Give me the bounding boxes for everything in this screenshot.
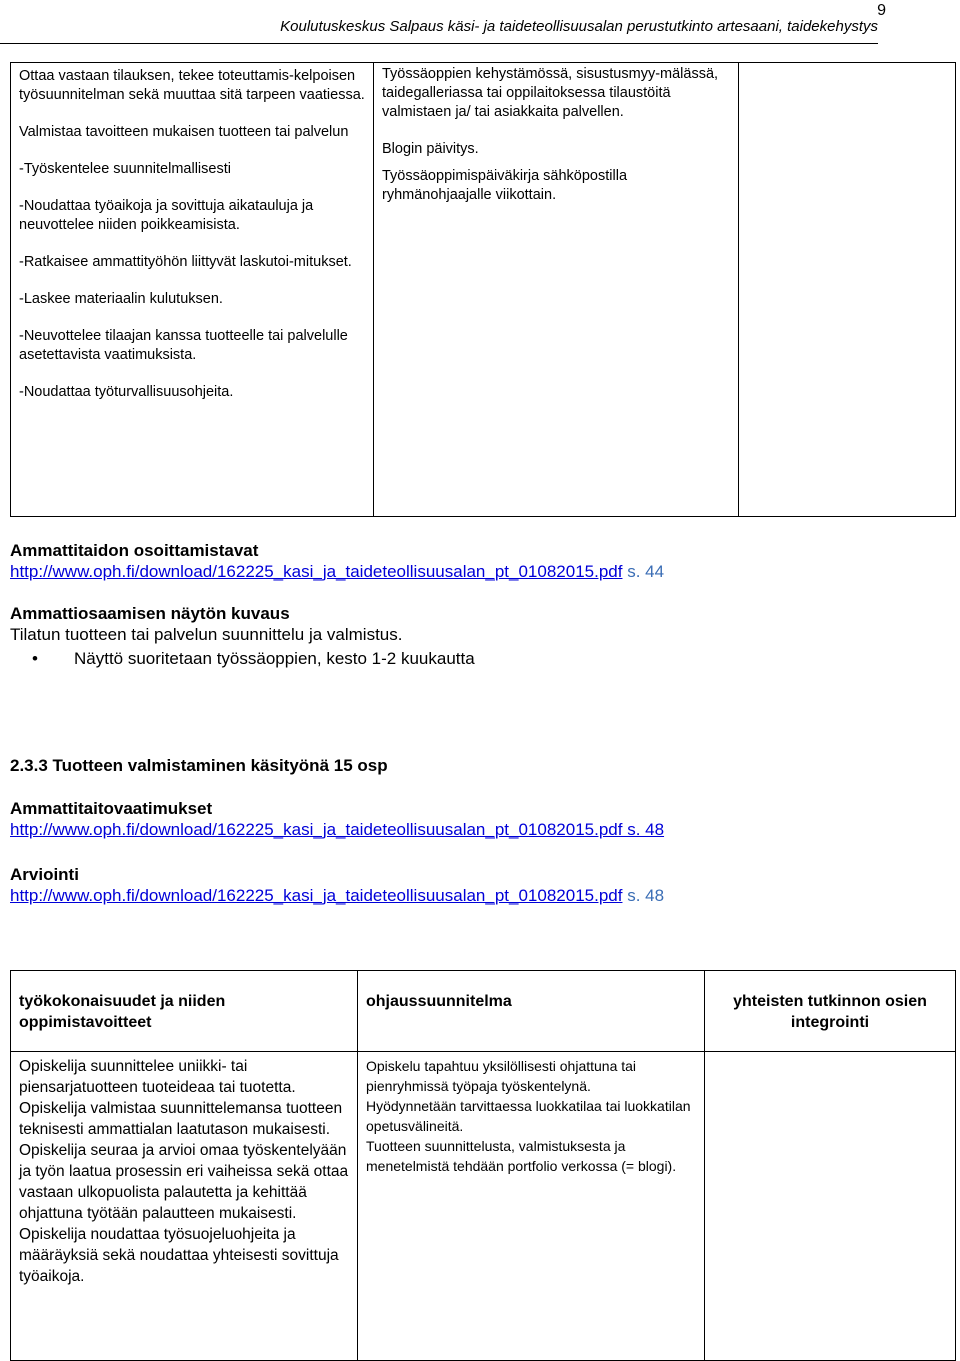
curriculum-table	[10, 970, 956, 1361]
demonstration-section	[10, 540, 664, 669]
work-tasks-table	[10, 62, 956, 517]
bullet-icon: •	[32, 649, 38, 668]
section-heading: Ammattitaidon osoittamistavat	[10, 541, 259, 560]
objective-line: Opiskelija suunnittelee uniikki- tai piensarjatuotteen tuoteideaa tai tuotetta.	[19, 1058, 296, 1096]
header-divider	[0, 43, 878, 44]
skill-paragraph: Ottaa vastaan tilauksen, tekee toteuttamis-kelpoisen työsuunnitelman sekä muuttaa sitä tarpeen vaatiessa.	[19, 68, 365, 103]
pdf-link[interactable]: http://www.oph.fi/download/162225_kasi_ja_taideteollisuusalan_pt_01082015.pdf	[10, 562, 623, 581]
guidance-cell	[358, 1052, 705, 1361]
bullet-item	[10, 648, 664, 669]
skills-cell	[11, 63, 374, 517]
page-reference: s. 48	[622, 886, 665, 905]
section-heading: Ammattitaitovaatimukset	[10, 799, 213, 818]
skill-paragraph: Valmistaa tavoitteen mukaisen tuotteen tai palvelun	[19, 124, 349, 140]
page-number: 9	[877, 2, 886, 19]
bullet-text: Näyttö suoritetaan työssäoppien, kesto 1-2 kuukautta	[74, 649, 475, 668]
column-header: ohjaussuunnitelma	[358, 971, 705, 1052]
skill-paragraph: -Ratkaisee ammattityöhön liittyvät laskutoi-mitukset.	[19, 254, 352, 270]
pdf-link[interactable]: http://www.oph.fi/download/162225_kasi_ja_taideteollisuusalan_pt_01082015.pdf s. 48	[10, 820, 665, 839]
section-heading: Ammattiosaamisen näytön kuvaus	[10, 604, 290, 623]
pdf-link[interactable]: http://www.oph.fi/download/162225_kasi_ja_taideteollisuusalan_pt_01082015.pdf	[10, 886, 623, 905]
skill-paragraph: -Noudattaa työturvallisuusohjeita.	[19, 384, 234, 400]
module-number: 2.3.	[10, 756, 39, 775]
section-heading: Arviointi	[10, 865, 79, 884]
method-paragraph: Työssäoppimispäiväkirja sähköpostilla ryhmänohjaajalle viikottain.	[382, 168, 628, 203]
methods-cell	[374, 63, 739, 517]
column-header: työkokonaisuudet ja niiden oppimistavoitteet	[11, 971, 358, 1052]
skill-paragraph: -Noudattaa työaikoja ja sovittuja aikatauluja ja neuvottelee niiden poikkeamisista.	[19, 198, 314, 233]
method-paragraph: Blogin päivitys.	[382, 141, 479, 157]
running-header: Koulutuskeskus Salpaus käsi- ja taideteollisuusalan perustutkinto artesaani, taidekehystys	[280, 18, 878, 35]
guidance-line: Opiskelu tapahtuu yksilöllisesti ohjattuna tai pienryhmissä työpaja työskentelynä.	[366, 1058, 637, 1094]
integration-cell	[705, 1052, 956, 1361]
objective-line: Opiskelija valmistaa suunnittelemansa tuotteen teknisesti ammattialan laatutason mukaisesti.	[19, 1100, 343, 1138]
module-name: 3 Tuotteen valmistaminen käsityönä 15 osp	[38, 756, 388, 775]
guidance-line: Tuotteen suunnittelusta, valmistuksesta ja menetelmistä tehdään portfolio verkossa (= blogi).	[366, 1138, 677, 1174]
skill-paragraph: -Neuvottelee tilaajan kanssa tuotteelle tai palvelulle asetettavista vaatimuksista.	[19, 328, 348, 363]
module-section	[10, 755, 664, 906]
objectives-cell	[11, 1052, 358, 1361]
module-title	[10, 755, 664, 776]
objective-line: Opiskelija seuraa ja arvioi omaa työskentelyään ja työn laatua prosessin eri vaiheissa sekä ottaa vastaan ulkopuolista palautetta ja kehittää ohjattuna työtään palautteen mukaisesti.	[19, 1142, 349, 1222]
empty-cell	[739, 63, 956, 517]
page-reference: s. 44	[622, 562, 665, 581]
objective-line: Opiskelija noudattaa työsuojeluohjeita ja määräyksiä sekä noudattaa yhteisesti sovittuja työaikoja.	[19, 1226, 339, 1285]
description-text: Tilatun tuotteen tai palvelun suunnittelu ja valmistus.	[10, 625, 403, 644]
column-header: yhteisten tutkinnon osien integrointi	[705, 971, 956, 1052]
method-paragraph: Työssäoppien kehystämössä, sisustusmyy-mälässä, taidegalleriassa tai oppilaitoksessa tilaustöitä valmistaen ja/ tai asiakkaita palvellen.	[382, 66, 719, 120]
skill-paragraph: -Työskentelee suunnitelmallisesti	[19, 161, 231, 177]
skill-paragraph: -Laskee materiaalin kulutuksen.	[19, 291, 223, 307]
guidance-line: Hyödynnetään tarvittaessa luokkatilaa tai luokkatilan opetusvälineitä.	[366, 1098, 691, 1134]
